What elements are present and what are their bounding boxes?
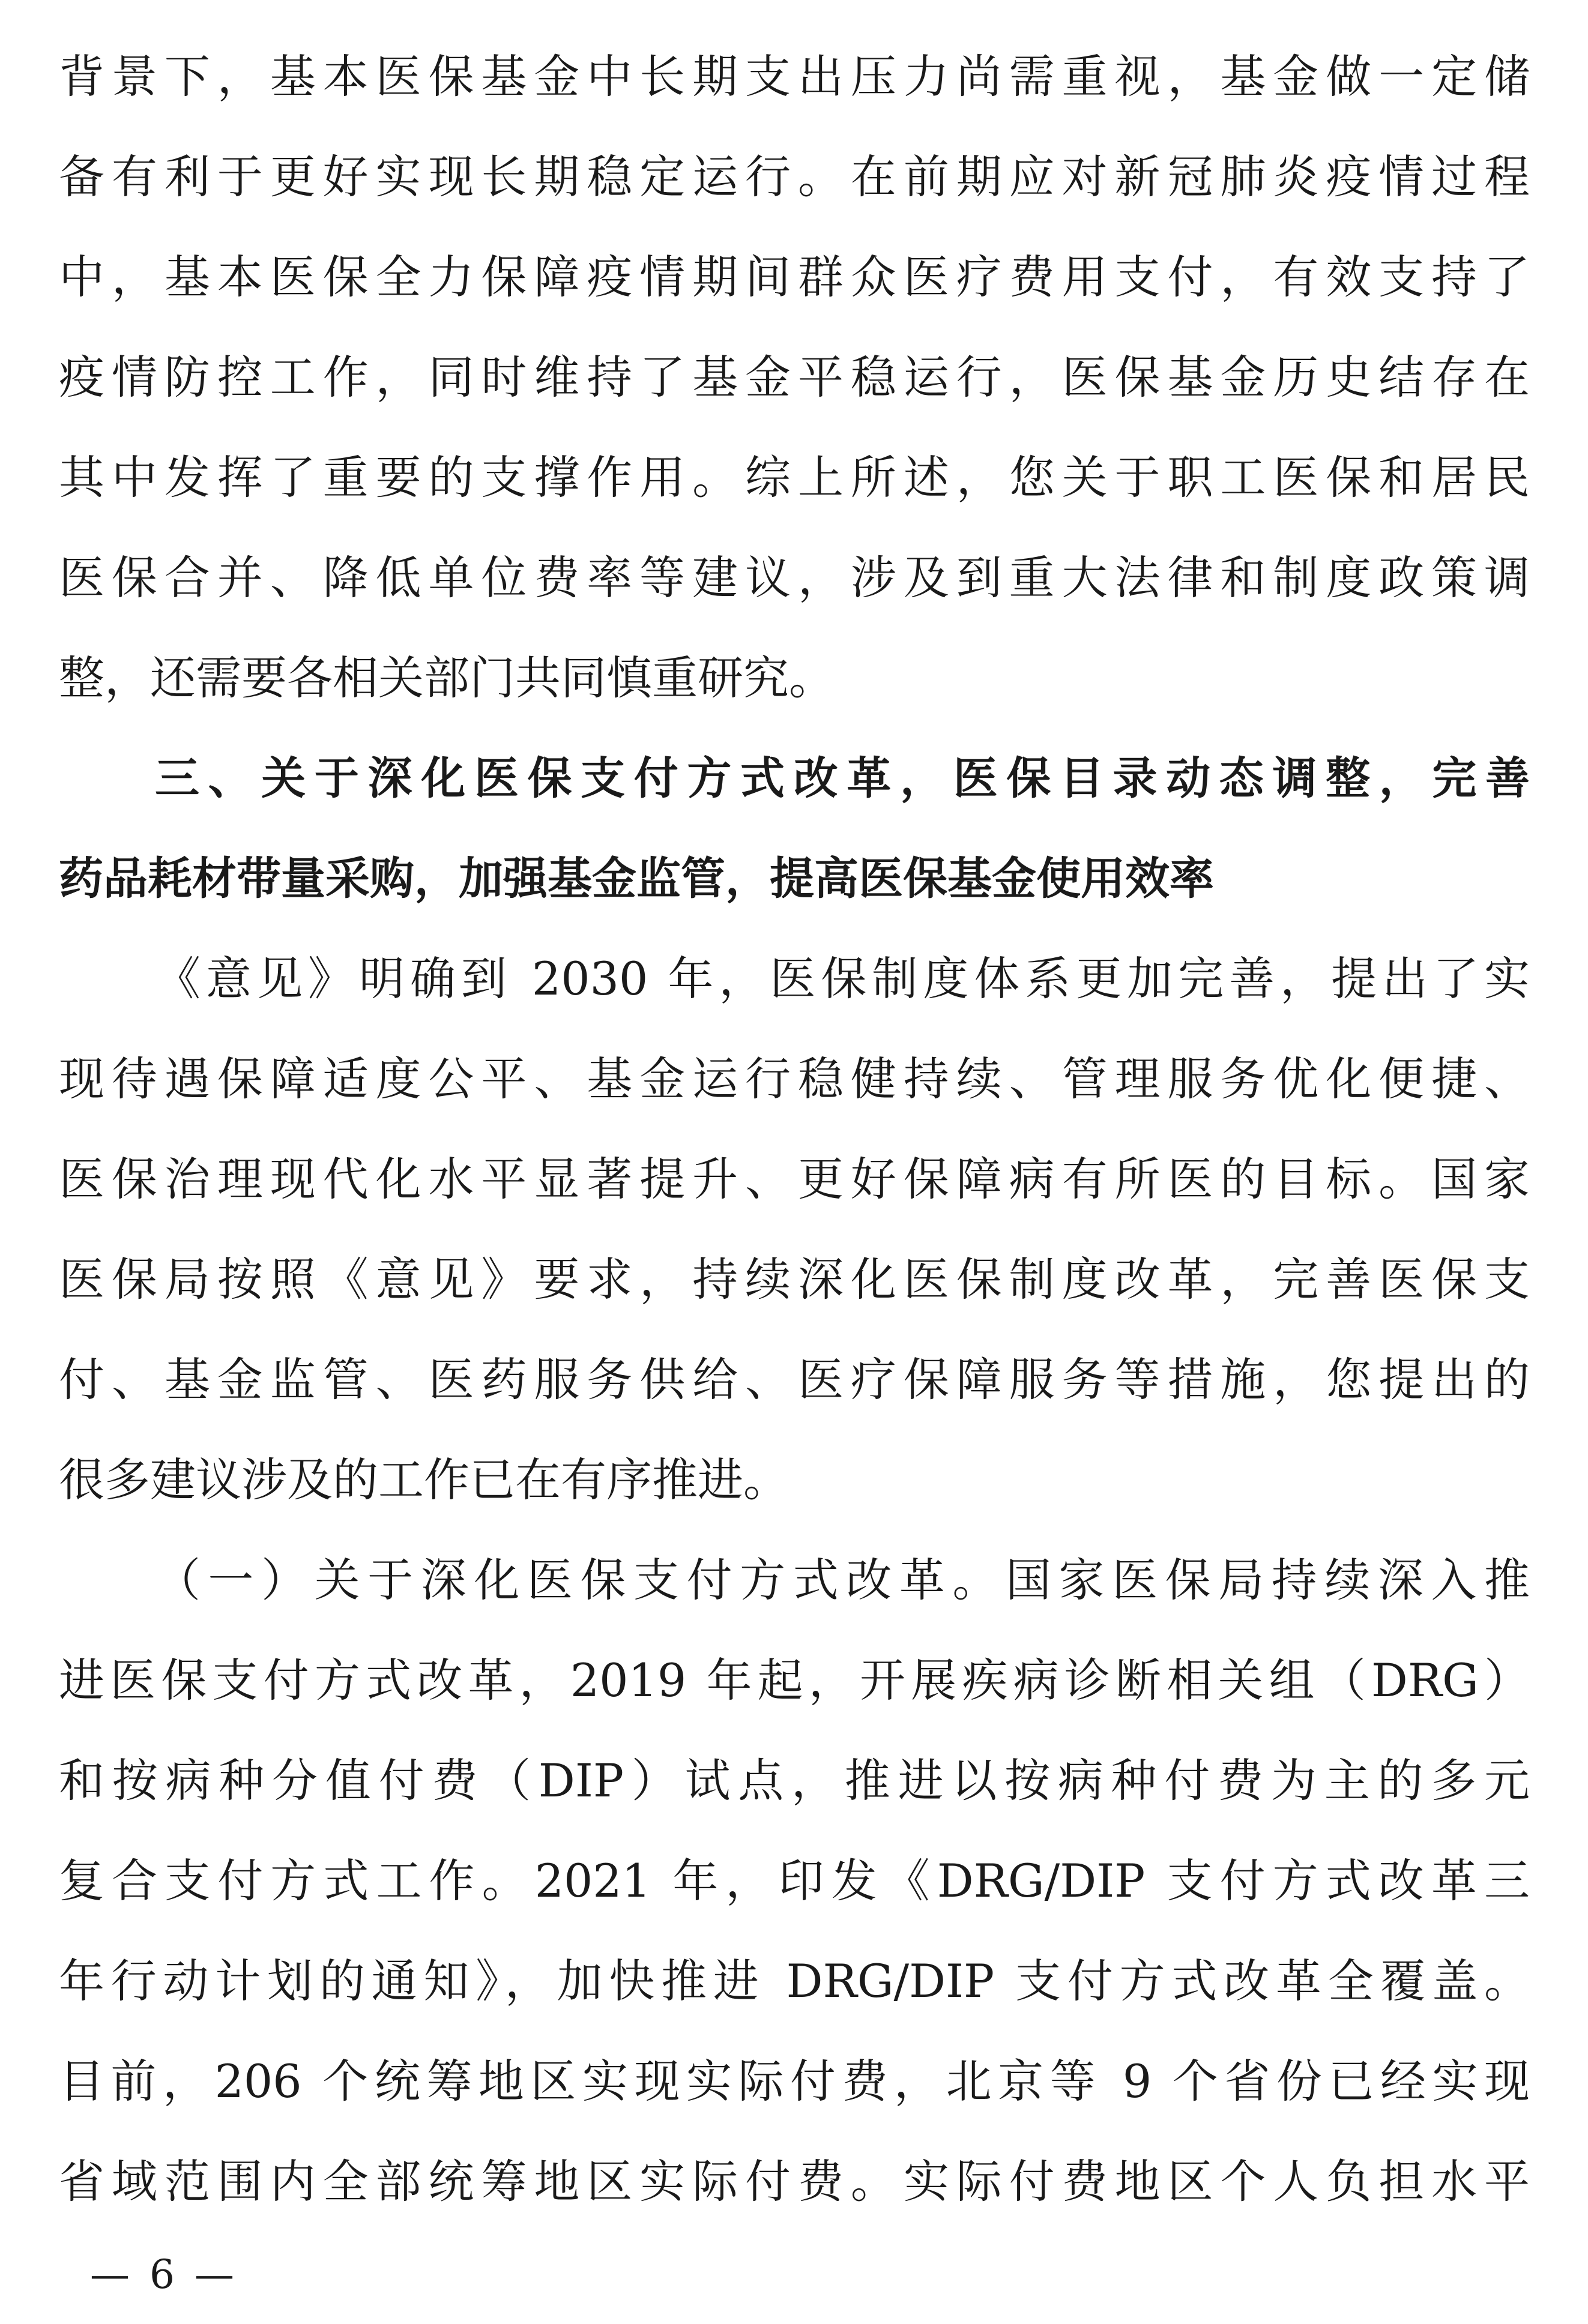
body-text-line: 很多建议涉及的工作已在有序推进。 [59,1453,789,1507]
body-text-line: 和按病种分值付费（DIP）试点，推进以按病种付费为主的多元 [59,1754,1530,1807]
body-text-line: 背景下，基本医保基金中长期支出压力尚需重视，基金做一定储 [59,50,1530,103]
body-text-line: 现待遇保障适度公平、基金运行稳健持续、管理服务优化便捷、 [59,1052,1530,1106]
body-text-line: 医保合并、降低单位费率等建议，涉及到重大法律和制度政策调 [59,551,1530,604]
section-heading: 药品耗材带量采购，加强基金监管，提高医保基金使用效率 [59,853,1214,905]
body-text-line: 医保治理现代化水平显著提升、更好保障病有所医的目标。国家 [59,1152,1530,1206]
body-text-line: 付、基金监管、医药服务供给、医疗保障服务等措施，您提出的 [59,1353,1530,1406]
page-number: — 6 — [90,2251,238,2298]
body-text-line: 进医保支付方式改革，2019 年起，开展疾病诊断相关组（DRG） [59,1654,1530,1707]
subsection-text-line: （一）关于深化医保支付方式改革。国家医保局持续深入推 [155,1553,1530,1607]
body-text-line: 其中发挥了重要的支撑作用。综上所述，您关于职工医保和居民 [59,451,1530,504]
body-text-line: 医保局按照《意见》要求，持续深化医保制度改革，完善医保支 [59,1253,1530,1306]
body-text-line: 中，基本医保全力保障疫情期间群众医疗费用支付，有效支持了 [59,250,1530,304]
body-text-line: 年行动计划的通知》，加快推进 DRG/DIP 支付方式改革全覆盖。 [59,1954,1530,2008]
body-text-line: 疫情防控工作，同时维持了基金平稳运行，医保基金历史结存在 [59,351,1530,404]
body-text-line: 备有利于更好实现长期稳定运行。在前期应对新冠肺炎疫情过程 [59,150,1530,203]
body-text-line: 复合支付方式工作。2021 年，印发《DRG/DIP 支付方式改革三 [59,1854,1530,1907]
body-text-line: 整，还需要各相关部门共同慎重研究。 [59,651,835,705]
section-heading: 三、关于深化医保支付方式改革，医保目录动态调整，完善 [155,753,1530,804]
body-text-line: 《意见》明确到 2030 年，医保制度体系更加完善，提出了实 [155,952,1530,1005]
body-text-line: 省域范围内全部统筹地区实际付费。实际付费地区个人负担水平 [59,2155,1530,2208]
body-text-line: 目前，206 个统筹地区实现实际付费，北京等 9 个省份已经实现 [59,2055,1530,2108]
